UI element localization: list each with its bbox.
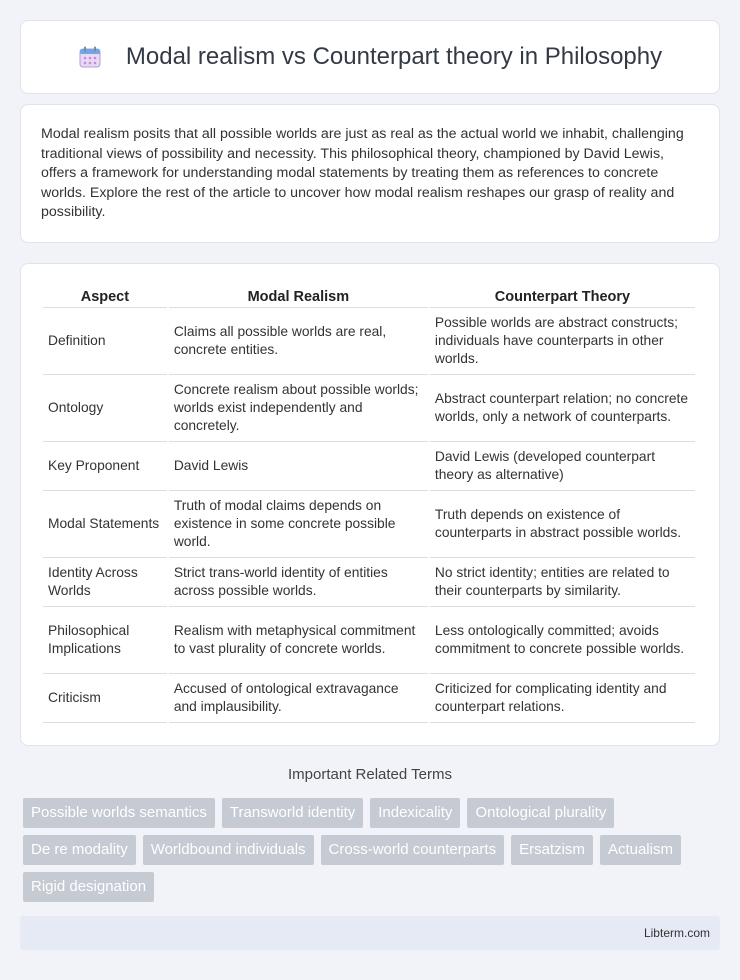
related-term-tag[interactable]: Indexicality [370,798,460,828]
comparison-table [41,286,697,723]
row-modal-realism: Claims all possible worlds are real, concrete entities. [169,308,428,375]
related-term-tag[interactable]: Rigid designation [23,872,154,902]
table-row [43,375,695,442]
related-term-tag[interactable]: De re modality [23,835,136,865]
row-modal-realism: Strict trans-world identity of entities across possible worlds. [169,558,428,607]
header-counterpart-theory: Counterpart Theory [430,286,695,308]
related-term-tag[interactable]: Actualism [600,835,681,865]
row-aspect: Definition [43,308,167,375]
table-row [43,558,695,607]
row-counterpart-theory: No strict identity; entities are related to their counterparts by similarity. [430,558,695,607]
header-aspect: Aspect [43,286,167,308]
row-aspect: Philosophical Implications [43,607,167,674]
related-term-tag[interactable]: Ontological plurality [467,798,614,828]
row-aspect: Ontology [43,375,167,442]
row-modal-realism: Accused of ontological extravagance and implausibility. [169,674,428,723]
table-row [43,674,695,723]
intro-card [20,104,720,243]
row-modal-realism: Realism with metaphysical commitment to vast plurality of concrete worlds. [169,607,428,674]
intro-paragraph: Modal realism posits that all possible worlds are just as real as the actual world we inhabit, challenging traditional views of possibility and necessity. This philosophical theory, championed by David Lewis, offers a framework for understanding modal statements by treating them as references to concrete worlds. Explore the rest of the article to uncover how modal realism reshapes our grasp of reality and possibility. [41,126,684,221]
row-counterpart-theory: Abstract counterpart relation; no concrete worlds, only a network of counterparts. [430,375,695,442]
row-aspect: Criticism [43,674,167,723]
footer-site-link[interactable]: Libterm.com [643,926,710,940]
page-title: Modal realism vs Counterpart theory in Philosophy [125,43,663,70]
row-aspect: Identity Across Worlds [43,558,167,607]
table-row [43,442,695,491]
related-terms-heading: Important Related Terms [288,766,452,783]
header-card [20,20,720,94]
row-counterpart-theory: Criticized for complicating identity and counterpart relations. [430,674,695,723]
related-term-tag[interactable]: Ersatzism [511,835,593,865]
table-header-row [43,286,695,308]
row-modal-realism: Truth of modal claims depends on existence in some concrete possible world. [169,491,428,558]
row-counterpart-theory: Less ontologically committed; avoids commitment to concrete possible worlds. [430,607,695,674]
row-counterpart-theory: Possible worlds are abstract constructs; individuals have counterparts in other worlds. [430,308,695,375]
row-modal-realism: David Lewis [169,442,428,491]
related-term-tag[interactable]: Transworld identity [222,798,363,828]
related-term-tag[interactable]: Cross-world counterparts [321,835,505,865]
row-aspect: Modal Statements [43,491,167,558]
table-row [43,607,695,674]
comparison-table-card [20,263,720,746]
row-modal-realism: Concrete realism about possible worlds; worlds exist independently and concretely. [169,375,428,442]
related-terms-list [23,798,723,902]
related-term-tag[interactable]: Worldbound individuals [143,835,314,865]
row-counterpart-theory: David Lewis (developed counterpart theory as alternative) [430,442,695,491]
row-aspect: Key Proponent [43,442,167,491]
table-row [43,308,695,375]
calendar-icon [78,45,102,69]
row-counterpart-theory: Truth depends on existence of counterparts in abstract possible worlds. [430,491,695,558]
related-term-tag[interactable]: Possible worlds semantics [23,798,215,828]
footer [20,916,720,950]
header-modal-realism: Modal Realism [169,286,428,308]
table-row [43,491,695,558]
